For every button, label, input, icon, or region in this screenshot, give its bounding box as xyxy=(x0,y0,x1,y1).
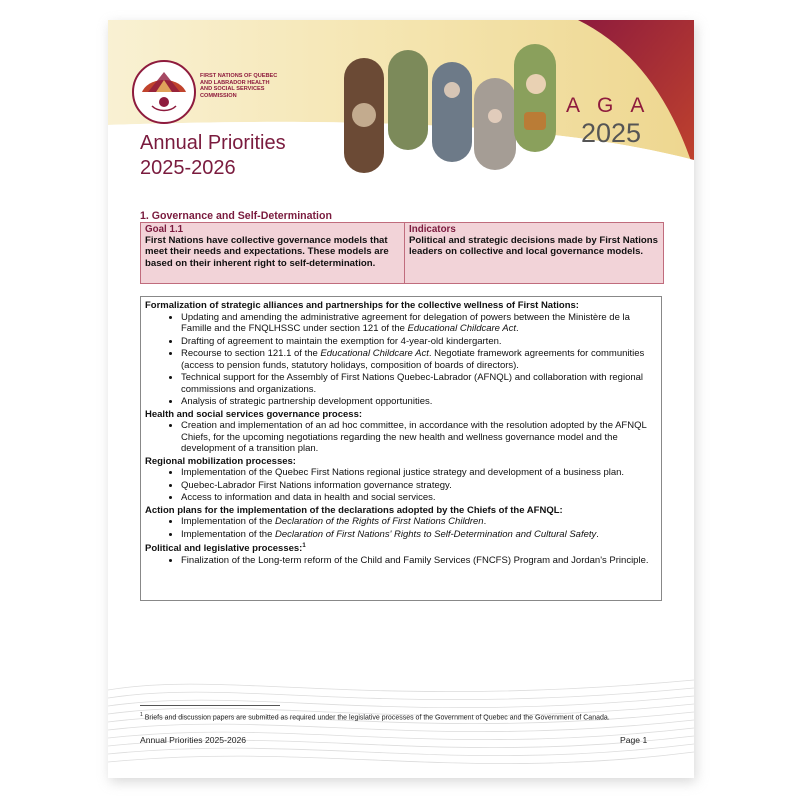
list-item: • Implementation of the Declaration of First Nations' Rights to Self-Determination and Cultural Safety. xyxy=(181,529,657,541)
list-item: • Analysis of strategic partnership development opportunities. xyxy=(181,396,657,408)
bullet-list xyxy=(145,420,657,455)
list-item: • Finalization of the Long-term reform of the Child and Family Services (FNCFS) Program and Jordan's Principle. xyxy=(181,555,657,567)
page-number: Page 1 xyxy=(620,735,648,745)
document-page xyxy=(108,20,694,778)
list-item: • Creation and implementation of an ad hoc committee, in accordance with the resolution adopted by the AFNQL Chiefs, for the upcoming negotiations regarding the new health and wellness governance model and the development of a transition plan. xyxy=(181,420,657,455)
footnote-separator xyxy=(140,705,280,706)
goal-cell xyxy=(141,223,405,283)
list-item: • Quebec-Labrador First Nations information governance strategy. xyxy=(181,480,657,492)
title-line-2: 2025-2026 xyxy=(140,157,236,179)
aga-year: 2025 xyxy=(581,118,642,148)
list-item: • Updating and amending the administrative agreement for delegation of powers between the Ministère de la Famille and the FNQLHSSC under section 121 of the Educational Childcare Act. xyxy=(181,312,657,335)
aga-label: AGA xyxy=(566,94,662,117)
group-heading: Action plans for the implementation of the declarations adopted by the Chiefs of the AFNQL: xyxy=(145,504,563,516)
list-item: • Recourse to section 121.1 of the Educational Childcare Act. Negotiate framework agreements for communities (access to pension funds, statutory holidays, composition of boards of directors). xyxy=(181,348,657,371)
list-item: • Implementation of the Declaration of the Rights of First Nations Children. xyxy=(181,516,657,528)
footnote-reference: 1 xyxy=(302,543,306,549)
goal-label: Goal 1.1 xyxy=(145,224,184,235)
group-heading: Formalization of strategic alliances and partnerships for the collective wellness of First Nations: xyxy=(145,300,579,311)
document-title xyxy=(140,131,360,181)
list-item: • Implementation of the Quebec First Nations regional justice strategy and development of a business plan. xyxy=(181,467,657,479)
bullet-list xyxy=(145,467,657,504)
priorities-box xyxy=(140,296,662,601)
indicators-text: Political and strategic decisions made by First Nations leaders on collective and local governance models. xyxy=(409,235,658,258)
list-item: • Access to information and data in health and social services. xyxy=(181,492,657,504)
footnote-number: 1 xyxy=(140,712,143,718)
indicators-label: Indicators xyxy=(409,224,456,235)
indicators-cell xyxy=(405,223,663,283)
bullet-list xyxy=(145,516,657,540)
footnote xyxy=(140,712,680,721)
section-heading: 1. Governance and Self-Determination xyxy=(140,210,332,222)
list-item: • Drafting of agreement to maintain the exemption for 4-year-old kindergarten. xyxy=(181,336,657,348)
organization-name: FIRST NATIONS OF QUEBEC AND LABRADOR HEALTH AND SOCIAL SERVICES COMMISSION xyxy=(200,73,278,99)
goal-indicator-table xyxy=(140,222,664,284)
group-heading: Regional mobilization processes: xyxy=(145,455,296,467)
goal-text: First Nations have collective governance models that meet their needs and expectations. These models are based on their inherent right to self-determination. xyxy=(145,235,389,269)
group-heading: Political and legislative processes:$^1$ xyxy=(145,543,306,555)
list-item: • Technical support for the Assembly of First Nations Quebec-Labrador (AFNQL) and collaboration with regional commissions and organizations. xyxy=(181,372,657,395)
footer-document-title: Annual Priorities 2025-2026 xyxy=(140,735,247,745)
footnote-text: Briefs and discussion papers are submitted as required under the legislative processes of the Government of Quebec and the Government of Canada. xyxy=(144,714,610,722)
commission-logo xyxy=(132,60,196,124)
bullet-list xyxy=(145,555,657,567)
title-line-1: Annual Priorities xyxy=(140,132,286,154)
group-heading: Health and social services governance process: xyxy=(145,408,363,420)
bullet-list xyxy=(145,312,657,408)
